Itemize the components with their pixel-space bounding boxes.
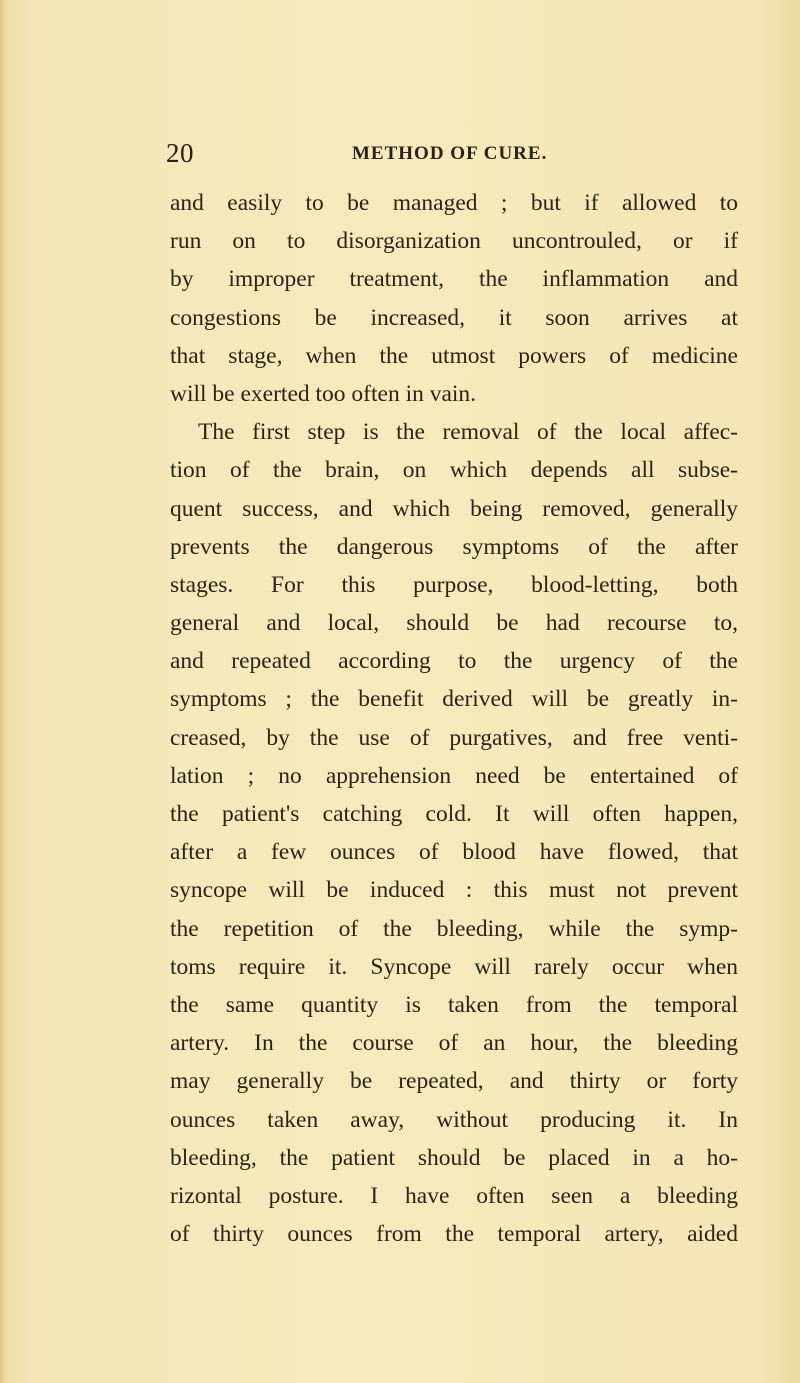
text-line: prevents the dangerous symptoms of the after: [170, 533, 738, 560]
text-line: of thirty ounces from the temporal artery, aided: [170, 1221, 738, 1248]
running-header: [0, 138, 800, 178]
text-line: that stage, when the utmost powers of medicine: [170, 342, 738, 369]
text-line: lation ; no apprehension need be entertained of: [170, 762, 738, 789]
running-title: METHOD OF CURE.: [352, 143, 548, 164]
text-line: the same quantity is taken from the temporal: [170, 991, 738, 1018]
text-line: the repetition of the bleeding, while the symp-: [170, 915, 738, 942]
body-text: [170, 184, 738, 1253]
text-line: may generally be repeated, and thirty or forty: [170, 1068, 738, 1095]
page-gutter-shadow: [0, 0, 6, 1383]
text-line: after a few ounces of blood have flowed, that: [170, 839, 738, 866]
text-line: stages. For this purpose, blood-letting, both: [170, 571, 738, 598]
text-line: run on to disorganization uncontrouled, or if: [170, 228, 738, 255]
text-line: the patient's catching cold. It will often happen,: [170, 801, 738, 827]
text-line: ounces taken away, without producing it. In: [170, 1106, 738, 1133]
text-line: toms require it. Syncope will rarely occur when: [170, 953, 738, 980]
text-line: symptoms ; the benefit derived will be greatly in-: [170, 686, 738, 713]
page-number: 20: [166, 138, 194, 168]
text-line: syncope will be induced : this must not prevent: [170, 877, 738, 904]
text-line: congestions be increased, it soon arrives at: [170, 304, 738, 331]
text-line: artery. In the course of an hour, the bleeding: [170, 1030, 738, 1057]
text-line: general and local, should be had recourse to,: [170, 610, 738, 637]
text-line: quent success, and which being removed, generally: [170, 495, 738, 522]
text-line: by improper treatment, the inflammation and: [170, 266, 738, 293]
text-line: creased, by the use of purgatives, and free venti-: [170, 724, 738, 751]
text-line: will be exerted too often in vain.: [170, 380, 477, 407]
text-line: The first step is the removal of the local affec-: [198, 419, 738, 446]
text-line: and easily to be managed ; but if allowed to: [170, 190, 738, 216]
text-line: rizontal posture. I have often seen a bleeding: [170, 1182, 738, 1209]
text-line: and repeated according to the urgency of the: [170, 648, 738, 675]
text-line: tion of the brain, on which depends all subse-: [170, 457, 738, 484]
text-line: bleeding, the patient should be placed in a ho-: [170, 1144, 738, 1171]
